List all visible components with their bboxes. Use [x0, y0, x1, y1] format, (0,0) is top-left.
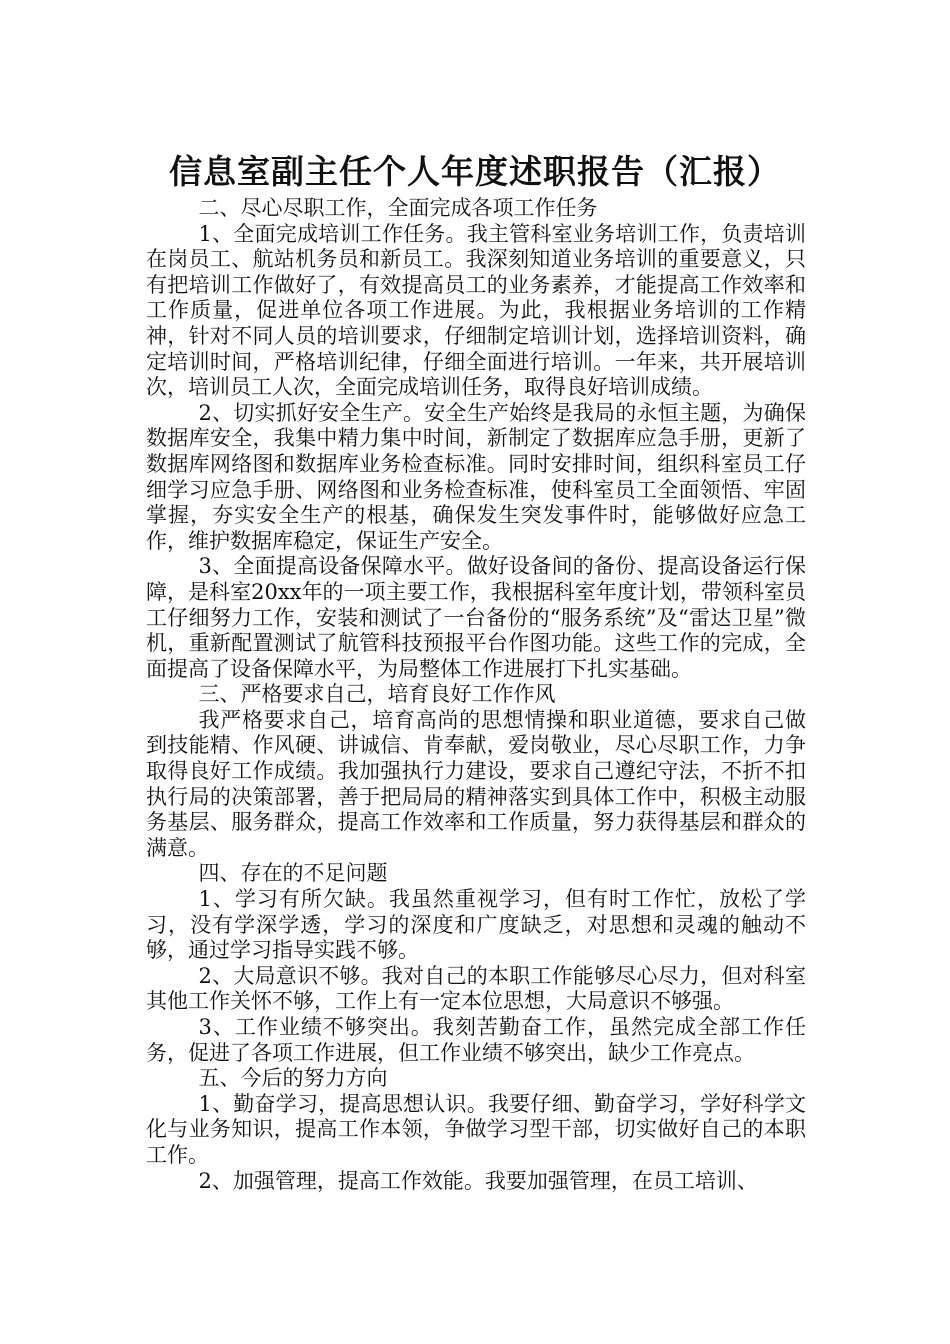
paragraph-equipment: 3、全面提高设备保障水平。做好设备间的备份、提高设备运行保障，是科室20xx年的一项主要工作，我根据科室年度计划，带领科室员工仔细努力工作，安装和测试了一台备份的“服务系统”及“雷达卫星”微机，重新配置测试了航管科技预报平台作图功能。这些工作的完成，全面提高了设备保障水平，为局整体工作进展打下扎实基础。: [146, 554, 806, 681]
section-heading-2: 二、尽心尽职工作，全面完成各项工作任务: [198, 196, 598, 220]
paragraph-training: 1、全面完成培训工作任务。我主管科室业务培训工作，负责培训在岗员工、航站机务员和新员工。我深刻知道业务培训的重要意义，只有把培训工作做好了，有效提高员工的业务素养，才能提高工作效率和工作质量，促进单位各项工作进展。为此，我根据业务培训的工作精神，针对不同人员的培训要求，仔细制定培训计划，选择培训资料，确定培训时间，严格培训纪律，仔细全面进行培训。一年来，共开展培训次，培训员工人次，全面完成培训任务，取得良好培训成绩。: [146, 221, 806, 400]
paragraph-shortcoming-3: 3、工作业绩不够突出。我刻苦勤奋工作，虽然完成全部工作任务，促进了各项工作进展，但工作业绩不够突出，缺少工作亮点。: [146, 1015, 806, 1065]
section-heading-3: 三、严格要求自己，培育良好工作作风: [198, 682, 556, 707]
paragraph-direction-1: 1、勤奋学习，提高思想认识。我要仔细、勤奋学习，学好科学文化与业务知识，提高工作本领，争做学习型干部，切实做好自己的本职工作。: [146, 1091, 806, 1167]
paragraph-direction-2: 2、加强管理，提高工作效能。我要加强管理，在员工培训、: [198, 1168, 758, 1193]
section-heading-4: 四、存在的不足问题: [198, 861, 388, 886]
paragraph-shortcoming-1: 1、学习有所欠缺。我虽然重视学习，但有时工作忙，放松了学习，没有学深学透，学习的深度和广度缺乏，对思想和灵魂的触动不够，通过学习指导实践不够。: [146, 887, 806, 963]
document-title: 信息室副主任个人年度述职报告（汇报）: [169, 152, 781, 192]
paragraph-work-style: 我严格要求自己，培育高尚的思想情操和职业道德，要求自己做到技能精、作风硬、讲诚信、肯奉献，爱岗敬业，尽心尽职工作，力争取得良好工作成绩。我加强执行力建设，要求自己遵纪守法，不折不扣执行局的决策部署，善于把局局的精神落实到具体工作中，积极主动服务基层、服务群众，提高工作效率和工作质量，努力获得基层和群众的满意。: [146, 707, 806, 860]
section-heading-5: 五、今后的努力方向: [198, 1066, 388, 1091]
paragraph-shortcoming-2: 2、大局意识不够。我对自己的本职工作能够尽心尽力，但对科室其他工作关怀不够，工作上有一定本位思想，大局意识不够强。: [146, 963, 806, 1014]
document-body: [146, 196, 806, 1194]
paragraph-safety: 2、切实抓好安全生产。安全生产始终是我局的永恒主题，为确保数据库安全，我集中精力集中时间，新制定了数据库应急手册，更新了数据库网络图和数据库业务检查标准。同时安排时间，组织科室员工仔细学习应急手册、网络图和业务检查标准，使科室员工全面领悟、牢固掌握，夯实安全生产的根基，确保发生突发事件时，能够做好应急工作，维护数据库稳定，保证生产安全。: [146, 400, 806, 553]
